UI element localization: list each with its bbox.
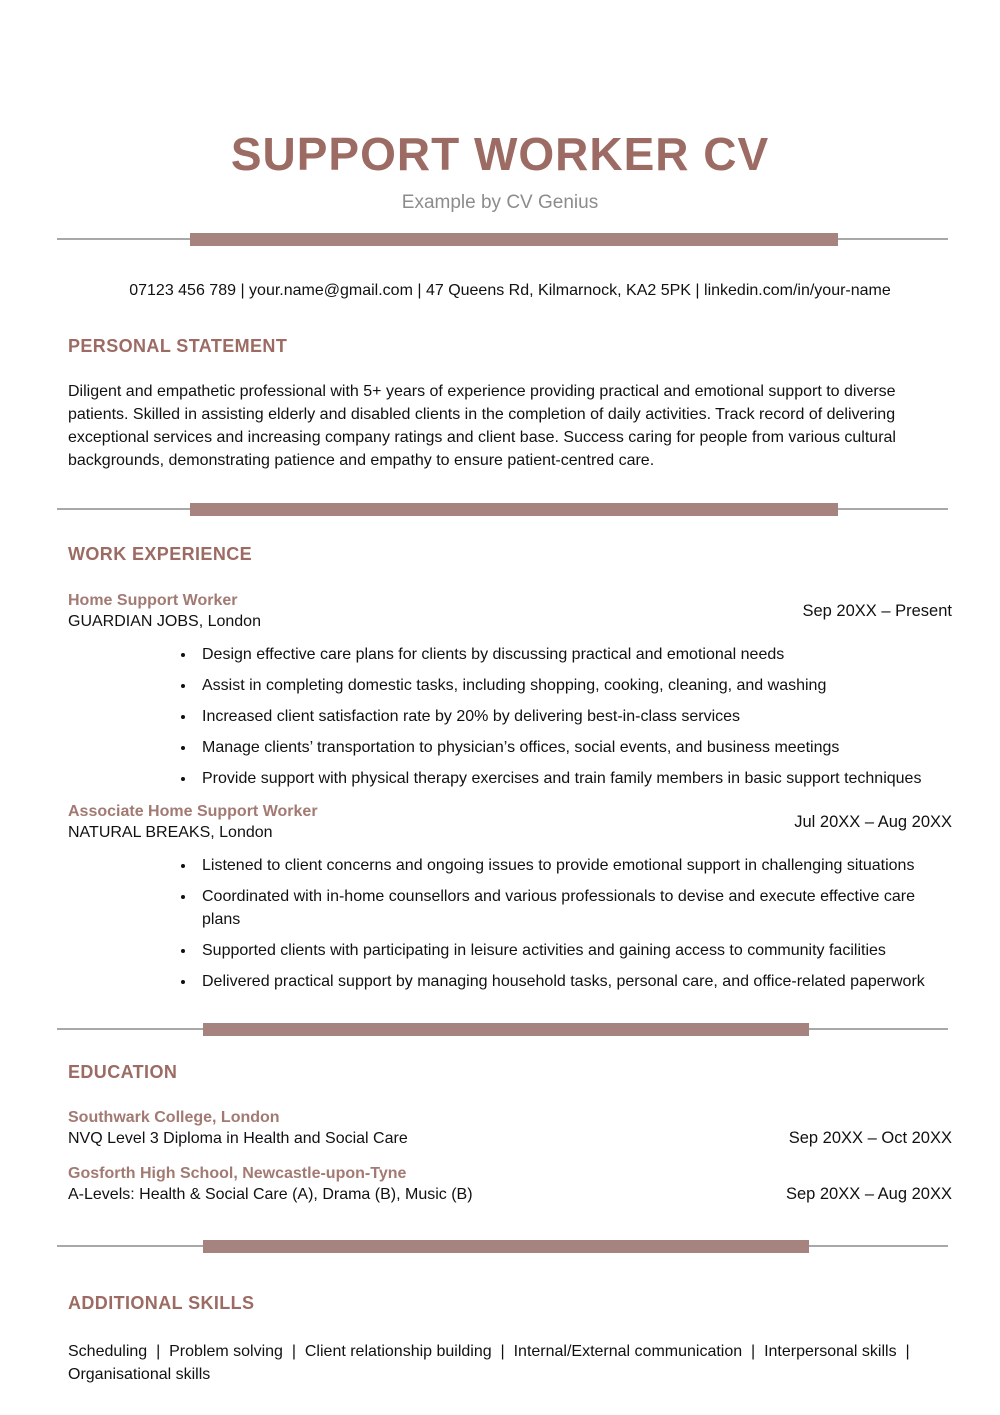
section-divider [57,1023,948,1036]
job-bullet-list [68,643,952,790]
education-dates: Sep 20XX – Oct 20XX [788,1129,952,1147]
education-title-block [68,1165,473,1204]
education-title-block [68,1109,408,1148]
divider-accent-bar [203,1023,809,1036]
school-name: Southwark College, London [68,1109,280,1126]
job-title-block [68,803,318,842]
contact-line: 07123 456 789 | your.name@gmail.com | 47 Queens Rd, Kilmarnock, KA2 5PK | linkedin.com/in/your-name [129,282,891,299]
job-company: GUARDIAN JOBS, London [68,613,261,630]
job-title: Home Support Worker [68,592,238,609]
divider-accent-bar [190,503,838,516]
education-heading: EDUCATION [68,1062,178,1082]
bullet-item: • Provide support with physical therapy exercises and train family members in basic support techniques [196,767,952,790]
section-divider [57,233,948,246]
bullet-item: • Increased client satisfaction rate by 20% by delivering best-in-class services [196,705,952,728]
personal-statement-text: Diligent and empathetic professional with 5+ years of experience providing practical and emotional support to diverse patients. Skilled in assisting elderly and disabled clients in the completion of daily activities. Track record of delivering exceptional services and increasing company ratings and client base. Success caring for people from various cultural backgrounds, demonstrating patience and empathy to ensure patient-centred care. [68,383,896,469]
job-header [68,803,952,842]
page-subtitle: Example by CV Genius [401,192,599,213]
section-divider [57,503,948,516]
work-experience-heading: WORK EXPERIENCE [68,544,253,564]
job-entry [68,592,952,790]
education-dates: Sep 20XX – Aug 20XX [785,1185,952,1203]
qualification: NVQ Level 3 Diploma in Health and Social Care [68,1130,408,1147]
personal-statement-heading: PERSONAL STATEMENT [68,336,288,356]
section-divider [57,1240,948,1253]
job-bullet-list [68,854,952,993]
job-dates: Jul 20XX – Aug 20XX [794,813,952,831]
job-dates: Sep 20XX – Present [802,602,952,620]
skills-text: Scheduling | Problem solving | Client relationship building | Internal/External communication | Interpersonal skills | Organisational skills [68,1343,919,1383]
bullet-item: • Assist in completing domestic tasks, including shopping, cooking, cleaning, and washing [196,674,952,697]
bullet-item: • Coordinated with in-home counsellors and various professionals to devise and execute effective care plans [196,885,952,931]
bullet-item: • Supported clients with participating in leisure activities and gaining access to community facilities [196,939,952,962]
school-name: Gosforth High School, Newcastle-upon-Tyne [68,1165,407,1182]
qualification: A-Levels: Health & Social Care (A), Drama (B), Music (B) [68,1186,473,1203]
additional-skills-heading: ADDITIONAL SKILLS [68,1293,255,1313]
job-company: NATURAL BREAKS, London [68,824,273,841]
job-header [68,592,952,631]
job-title: Associate Home Support Worker [68,803,318,820]
divider-accent-bar [203,1240,809,1253]
divider-accent-bar [190,233,838,246]
job-entry [68,803,952,993]
education-entry [68,1109,952,1148]
education-entry [68,1165,952,1204]
bullet-item: • Delivered practical support by managing household tasks, personal care, and office-related paperwork [196,970,952,993]
bullet-item: • Manage clients’ transportation to physician’s offices, social events, and business meetings [196,736,952,759]
page-title: SUPPORT WORKER CV [230,128,770,180]
bullet-item: • Design effective care plans for clients by discussing practical and emotional needs [196,643,952,666]
bullet-item: • Listened to client concerns and ongoing issues to provide emotional support in challenging situations [196,854,952,877]
job-title-block [68,592,261,631]
